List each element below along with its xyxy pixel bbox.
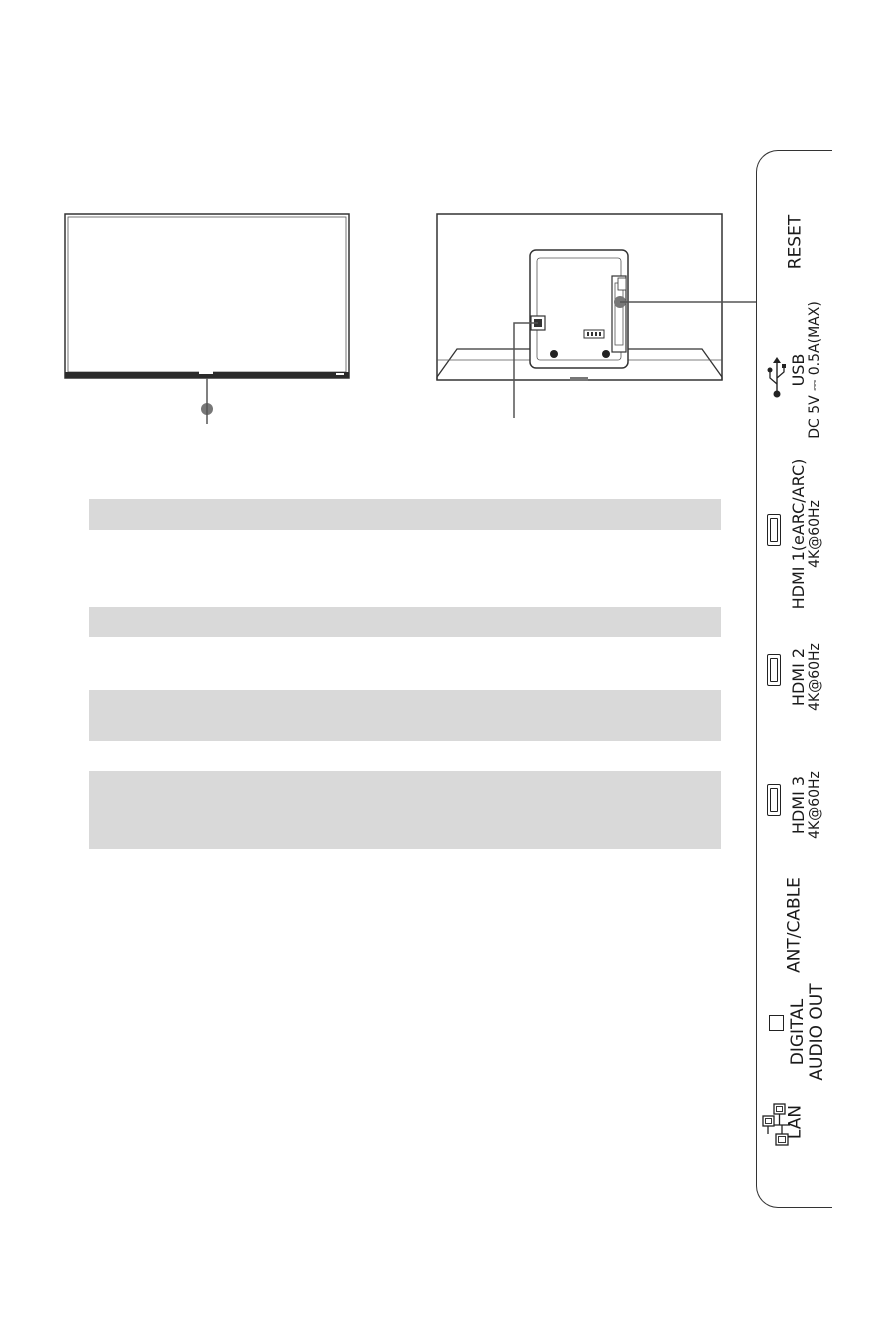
hdmi-port-icon [767, 784, 781, 816]
optical-port-icon [769, 1015, 784, 1031]
lan-label: LAN [785, 1104, 806, 1140]
reset-label: RESET [785, 214, 806, 270]
usb-icon [764, 354, 790, 400]
hdmi1-label: HDMI 1(eARC/ARC) 4K@60Hz [789, 458, 824, 610]
ant-cable-label: ANT/CABLE [784, 877, 805, 973]
table-bar-3 [89, 690, 721, 741]
hdmi-port-icon [767, 514, 781, 546]
hdmi-port-icon [767, 654, 781, 686]
tv-rear-view [0, 0, 760, 440]
digital-audio-out-label: DIGITAL AUDIO OUT [787, 983, 827, 1081]
table-bar-1 [89, 499, 721, 530]
table-bar-4 [89, 771, 721, 849]
usb-label: USB DC 5V ⎓ 0.5A(MAX) [789, 301, 824, 439]
hdmi2-label: HDMI 2 4K@60Hz [789, 643, 824, 711]
hdmi3-label: HDMI 3 4K@60Hz [789, 771, 824, 839]
table-bar-2 [89, 607, 721, 637]
